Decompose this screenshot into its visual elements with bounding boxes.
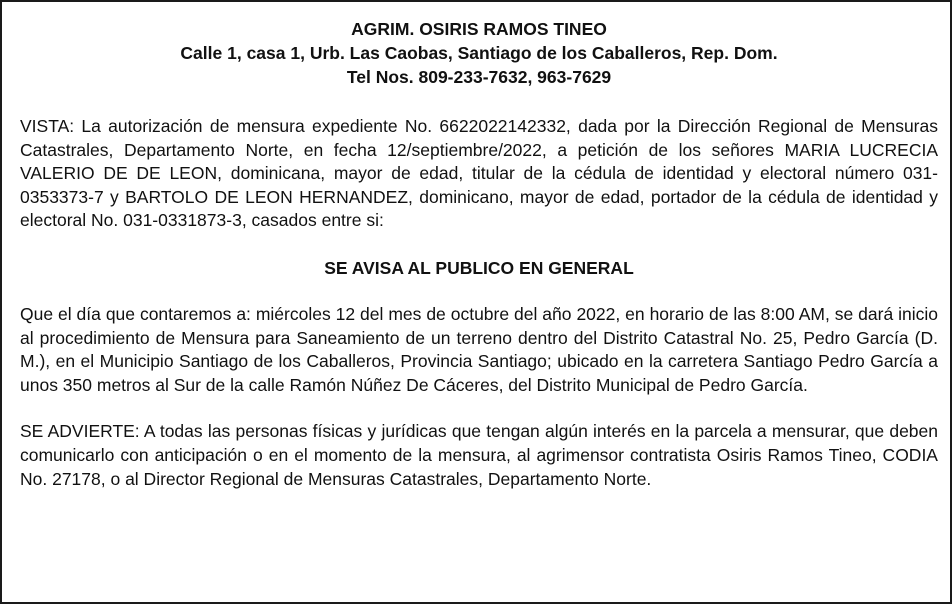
spacer <box>20 89 938 115</box>
public-notice-heading: SE AVISA AL PUBLICO EN GENERAL <box>324 257 634 278</box>
surveyor-address: Calle 1, casa 1, Urb. Las Caobas, Santiago de los Caballeros, Rep. Dom. <box>180 43 778 63</box>
surveyor-phones: Tel Nos. 809-233-7632, 963-7629 <box>346 67 612 87</box>
warning-paragraph: SE ADVIERTE: A todas las personas físicas y jurídicas que tengan algún interés en la parcela a mensurar, que deben comunicarlo con anticipación o en el momento de la mensura, al agrimensor contratista Osiris Ramos Tineo, CODIA No. 27178, o al Director Regional de Mensuras Catastrales, Departamento Norte. <box>20 421 938 489</box>
surveyor-name: AGRIM. OSIRIS RAMOS TINEO <box>351 19 607 39</box>
spacer <box>20 397 938 420</box>
vista-paragraph: VISTA: La autorización de mensura expediente No. 6622022142332, dada por la Dirección Regional de Mensuras Catastrales, Departamento Norte, en fecha 12/septiembre/2022, a petición de los señores MARIA LUCRECIA VALERIO DE DE LEON, dominicana, mayor de edad, titular de la cédula de identidad y electoral número 031-0353373-7 y BARTOLO DE LEON HERNANDEZ, dominicano, mayor de edad, portador de la cédula de identidad y electoral No. 031-0331873-3, casados entre si: <box>20 116 938 231</box>
spacer <box>20 280 938 303</box>
survey-date-paragraph: Que el día que contaremos a: miércoles 12 del mes de octubre del año 2022, en horario de las 8:00 AM, se dará inicio al procedimiento de Mensura para Saneamiento de un terreno dentro del Distrito Catastral No. 25, Pedro García (D. M.), en el Municipio Santiago de los Caballeros, Provincia Santiago; ubicado en la carretera Santiago Pedro García a unos 350 metros al Sur de la calle Ramón Núñez De Cáceres, del Distrito Municipal de Pedro García. <box>20 303 938 395</box>
spacer <box>20 233 938 256</box>
